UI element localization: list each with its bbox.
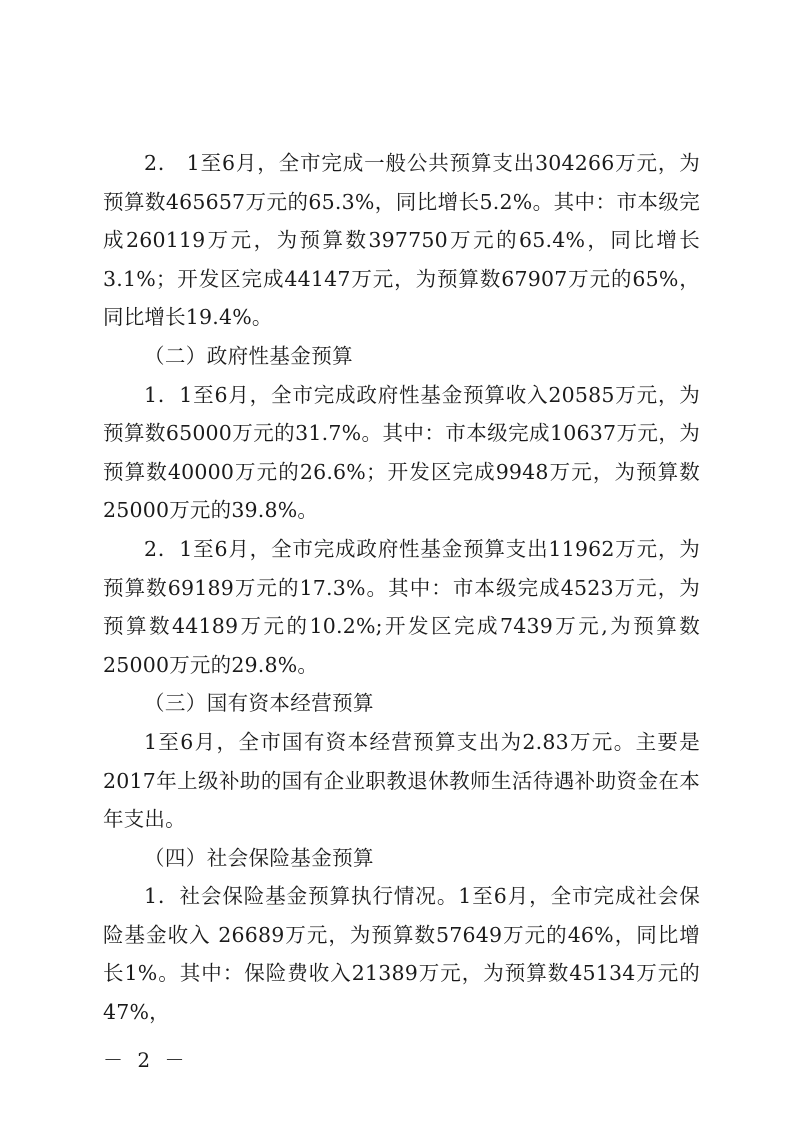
paragraph-fund-budget-revenue: 1．1至6月，全市完成政府性基金预算收入20585万元，为预算数65000万元的31.7%。其中：市本级完成10637万元，为预算数40000万元的26.6%；开发区完成9948万元，为预算数25000万元的39.8%。 bbox=[103, 382, 700, 523]
section-heading-government-fund-budget: （二）政府性基金预算 bbox=[144, 343, 353, 368]
paragraph-fund-budget-expenditure: 2．1至6月，全市完成政府性基金预算支出11962万元，为预算数69189万元的17.3%。其中：市本级完成4523万元，为预算数44189万元的10.2%;开发区完成7439万元,为预算数25000万元的29.8%。 bbox=[103, 536, 700, 677]
paragraph-social-insurance-execution: 1．社会保险基金预算执行情况。1至6月，全市完成社会保险基金收入 26689万元，为预算数57649万元的46%，同比增长1%。其中：保险费收入21389万元，为预算数45134万元的47%， bbox=[103, 884, 700, 1025]
paragraph-general-budget-expenditure: 2． 1至6月，全市完成一般公共预算支出304266万元，为预算数465657万元的65.3%，同比增长5.2%。其中：市本级完成260119万元，为预算数397750万元的65.4%，同比增长3.1%；开发区完成44147万元，为预算数67907万元的65%，同比增长19.4%。 bbox=[103, 151, 700, 330]
paragraph-state-capital-expenditure: 1至6月，全市国有资本经营预算支出为2.83万元。主要是2017年上级补助的国有企业职教退休教师生活待遇补助资金在本年支出。 bbox=[103, 729, 700, 832]
section-heading-social-insurance-budget: （四）社会保险基金预算 bbox=[144, 845, 374, 870]
document-body bbox=[103, 144, 700, 1032]
section-heading-state-capital-budget: （三）国有资本经营预算 bbox=[144, 691, 374, 716]
page-number: － 2 － bbox=[103, 1048, 189, 1072]
